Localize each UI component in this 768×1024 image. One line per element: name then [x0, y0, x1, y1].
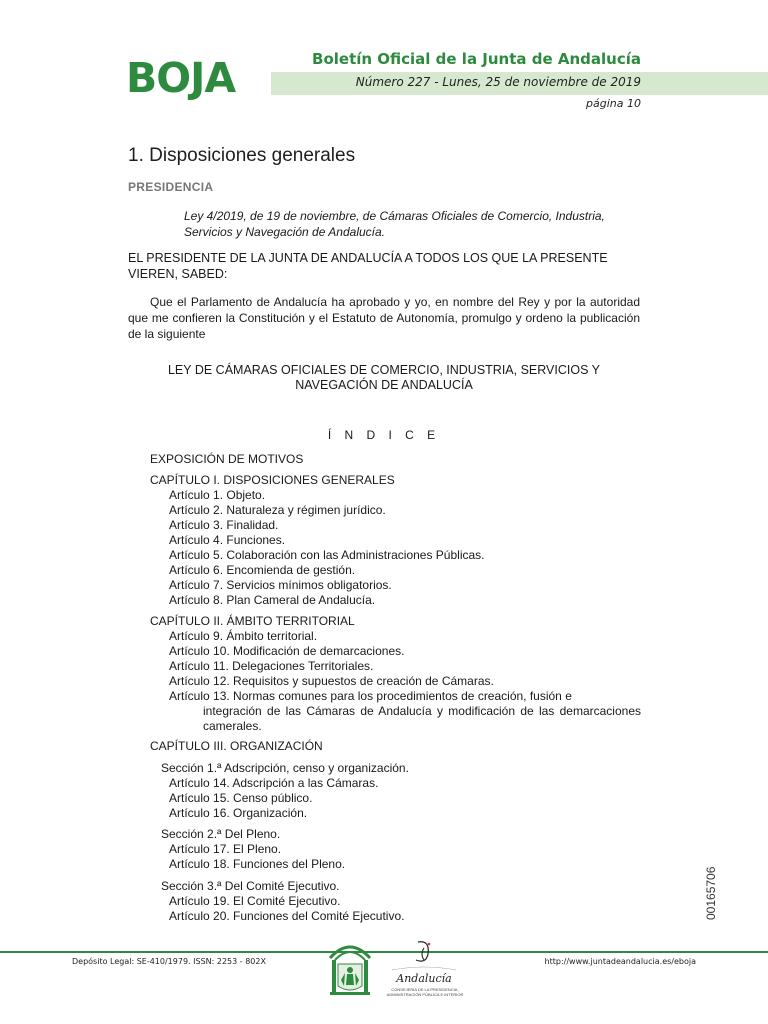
- index-article: Artículo 7. Servicios mínimos obligatorios.: [169, 578, 392, 592]
- bulletin-title: Boletín Oficial de la Junta de Andalucía: [312, 50, 641, 68]
- index-chapter-3: CAPÍTULO III. ORGANIZACIÓN: [150, 739, 323, 753]
- index-article: Artículo 5. Colaboración con las Administraciones Públicas.: [169, 548, 485, 562]
- section-title: 1. Disposiciones generales: [128, 145, 356, 166]
- index-article: Artículo 9. Ámbito territorial.: [169, 629, 318, 643]
- index-exposicion: EXPOSICIÓN DE MOTIVOS: [150, 452, 304, 466]
- index-article: Artículo 6. Encomienda de gestión.: [169, 563, 356, 577]
- andalucia-logo-word: Andalucía: [396, 972, 452, 985]
- index-article-13: [169, 689, 641, 734]
- document-code: 00165706: [704, 866, 718, 920]
- index-article: Artículo 18. Funciones del Pleno.: [169, 857, 346, 871]
- page-number: página 10: [586, 97, 641, 110]
- index-article: Artículo 12. Requisitos y supuestos de creación de Cámaras.: [169, 674, 494, 688]
- index-article: Artículo 16. Organización.: [169, 806, 308, 820]
- index-article: Artículo 14. Adscripción a las Cámaras.: [169, 776, 379, 790]
- index-article: Artículo 19. El Comité Ejecutivo.: [169, 894, 341, 908]
- index-article: Artículo 2. Naturaleza y régimen jurídico.: [169, 503, 386, 517]
- article-13-first-line: Artículo 13. Normas comunes para los procedimientos de creación, fusión e: [169, 689, 572, 703]
- index-article: Artículo 17. El Pleno.: [169, 842, 282, 856]
- law-title: Ley 4/2019, de 19 de noviembre, de Cámaras Oficiales de Comercio, Industria, Servicios y Navegación de Andalucía.: [184, 209, 605, 239]
- index-article: Artículo 8. Plan Cameral de Andalucía.: [169, 593, 376, 607]
- issue-info: Número 227 - Lunes, 25 de noviembre de 2019: [355, 75, 641, 89]
- law-name: LEY DE CÁMARAS OFICIALES DE COMERCIO, INDUSTRIA, SERVICIOS Y NAVEGACIÓN DE ANDALUCÍA: [167, 363, 601, 392]
- index-article: Artículo 3. Finalidad.: [169, 518, 279, 532]
- andalucia-logo-subtitle: CONSEJERÍA DE LA PRESIDENCIA, ADMINISTRACIÓN PÚBLICA E INTERIOR: [386, 987, 464, 997]
- index-chapter-1: CAPÍTULO I. DISPOSICIONES GENERALES: [150, 473, 395, 487]
- boja-logo: BOJA: [126, 54, 236, 102]
- index-chapter-2: CAPÍTULO II. ÁMBITO TERRITORIAL: [150, 614, 355, 628]
- index-section-1: Sección 1.ª Adscripción, censo y organización.: [161, 761, 409, 775]
- index-article: Artículo 4. Funciones.: [169, 533, 286, 547]
- legal-deposit: Depósito Legal: SE-410/1979. ISSN: 2253 - 802X: [72, 957, 266, 966]
- index-section-2: Sección 2.ª Del Pleno.: [161, 827, 281, 841]
- preamble: EL PRESIDENTE DE LA JUNTA DE ANDALUCÍA A TODOS LOS QUE LA PRESENTE VIEREN, SABED:: [128, 251, 608, 281]
- index-article: Artículo 10. Modificación de demarcaciones.: [169, 644, 405, 658]
- article-13-continuation: integración de las Cámaras de Andalucía y modificación de las demarcaciones camerales.: [203, 704, 641, 733]
- enactment-paragraph: Que el Parlamento de Andalucía ha aprobado y yo, en nombre del Rey y por la autoridad que me confieren la Constitución y el Estatuto de Autonomía, promulgo y ordeno la publicación de la siguiente: [128, 295, 640, 341]
- index-article: Artículo 15. Censo público.: [169, 791, 313, 805]
- footer-url[interactable]: http://www.juntadeandalucia.es/eboja: [544, 957, 696, 966]
- andalucia-coat-of-arms-icon: [326, 940, 374, 996]
- index-article: Artículo 11. Delegaciones Territoriales.: [169, 659, 374, 673]
- index-article: Artículo 1. Objeto.: [169, 488, 266, 502]
- index-article: Artículo 20. Funciones del Comité Ejecutivo.: [169, 909, 405, 923]
- index-section-3: Sección 3.ª Del Comité Ejecutivo.: [161, 879, 340, 893]
- index-heading: Í N D I C E: [327, 428, 441, 442]
- department-label: PRESIDENCIA: [128, 180, 214, 194]
